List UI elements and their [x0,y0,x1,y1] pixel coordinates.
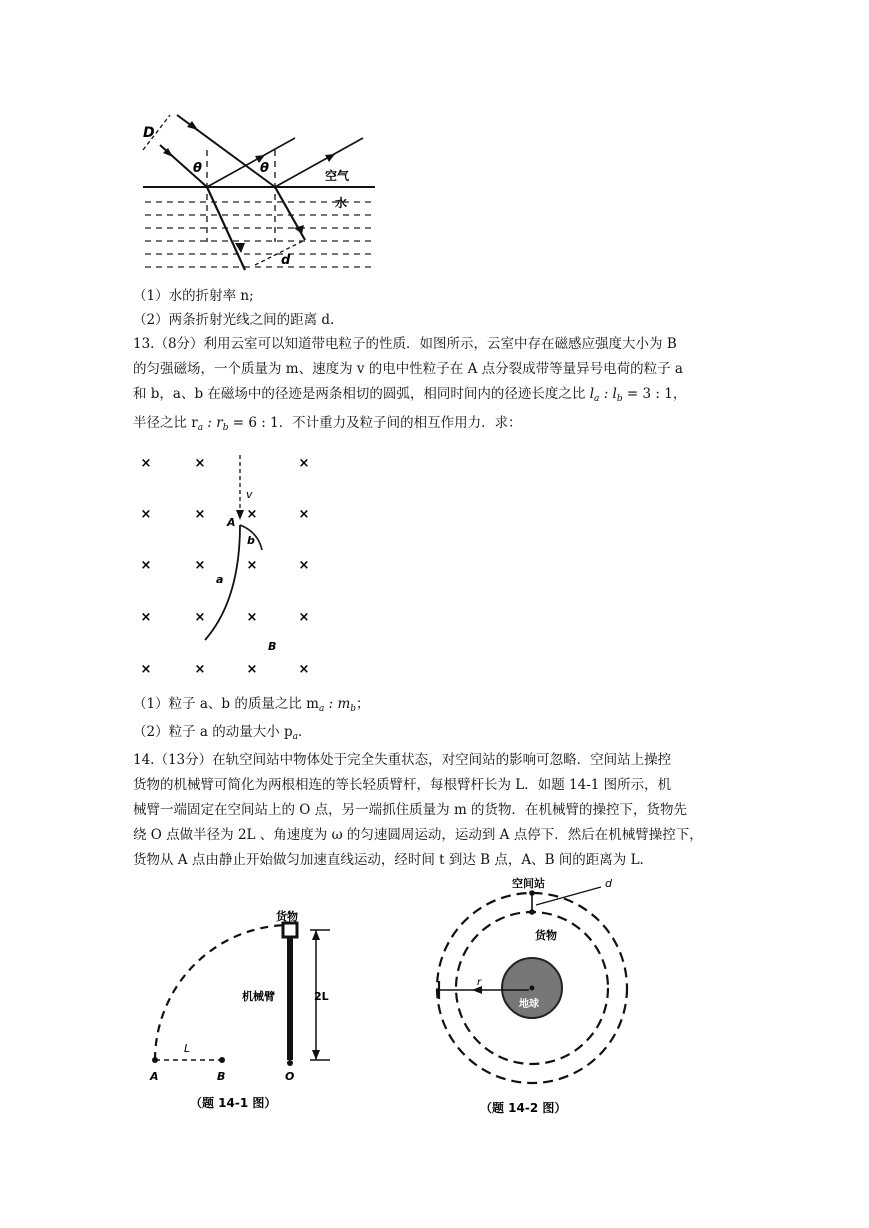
label-A: A [227,516,236,529]
label-arm: 机械臂 [242,990,275,1003]
figure-14-2 [425,875,645,1125]
label-v: v [246,488,253,501]
field-mark: × [194,558,206,573]
q14-line3: 械臂一端固定在空间站上的 O 点，另一端抓住质量为 m 的货物．在机械臂的操控下，货物先 [133,802,688,818]
label-L: L [184,1042,191,1055]
label-cargo: 货物 [276,910,298,923]
label-2L: 2L [314,990,329,1003]
q14-line2: 货物的机械臂可简化为两根相连的等长轻质臂杆，每根臂杆长为 L．如题 14-1 图所示，机 [133,777,672,793]
arrow-icon [312,930,320,940]
field-mark: × [298,662,310,677]
field-mark: × [246,558,258,573]
label-A: A [150,1070,159,1083]
label-water: 水 [335,196,348,210]
label-r: r [477,977,482,988]
field-mark: × [298,456,310,471]
label-b: b [247,534,255,547]
field-mark: × [298,610,310,625]
label-theta-2: θ [260,161,269,176]
label-D: D [143,125,155,141]
figure-caption: （题 14-1 图） [190,1096,277,1110]
field-mark: × [140,662,152,677]
q12-part1: （1）水的折射率 n; [133,288,254,304]
arrow-icon [294,225,304,234]
label-theta-1: θ [193,161,202,176]
field-mark: × [140,558,152,573]
field-mark: × [194,662,206,677]
field-mark: × [246,610,258,625]
field-mark: × [246,507,258,522]
label-earth: 地球 [519,999,539,1010]
field-mark: × [194,610,206,625]
arrow-icon [312,1050,320,1060]
label-air: 空气 [325,169,350,183]
cargo-box [283,923,297,937]
field-mark: × [246,662,258,677]
q14-line5: 货物从 A 点由静止开始做匀加速直线运动，经时间 t 到达 B 点，A、B 间的距离为 L. [133,852,644,868]
water-hatching [145,202,373,267]
field-marks [141,456,310,677]
q13-part2: （2）粒子 a 的动量大小 $p_a$． [133,724,312,742]
reflected-ray-2 [275,138,363,187]
refraction-figure [135,110,385,275]
label-d: d [605,877,612,890]
label-cargo: 货物 [535,929,557,942]
cloud-chamber-figure [130,450,330,680]
reflected-ray-1 [207,138,295,187]
q14-line4: 绕 O 点做半径为 2L 、角速度为 ω 的匀速圆周运动，运动到 A 点停下．然后在机械臂操控下， [133,827,703,843]
q13-part1: （1）粒子 a、b 的质量之比 $m_a$ : $m_b$； [133,696,370,714]
field-mark: × [194,456,206,471]
label-B: B [268,640,277,653]
label-station: 空间站 [512,877,545,890]
q13-line3: 和 b，a、b 在磁场中的径迹是两条相切的圆弧，相同时间内的径迹长度之比 $l_a$ : $l_b = 3$ : 1， [133,386,687,404]
q12-part2: （2）两条折射光线之间的距离 d. [133,312,335,328]
q13-line2: 的匀强磁场，一个质量为 m、速度为 v 的电中性粒子在 A 点分裂成带等量异号电荷的粒子 a [133,361,683,377]
label-B: B [217,1070,226,1083]
label-O: O [285,1070,295,1083]
field-mark: × [298,558,310,573]
label-a: a [216,573,224,586]
arrow-icon [236,510,244,520]
field-mark: × [140,610,152,625]
label-d: d [281,253,291,268]
q13-line1: 13.（8分）利用云室可以知道带电粒子的性质．如图所示，云室中存在磁感应强度大小为 B [133,336,677,352]
field-mark: × [194,507,206,522]
field-mark: × [140,507,152,522]
field-mark: × [298,507,310,522]
q13-line4: 半径之比 $r_a$ : $r_b = 6$ : 1．不计重力及粒子间的相互作用力．求： [133,415,522,433]
q14-line1: 14.（13分）在轨空间站中物体处于完全失重状态，对空间站的影响可忽略．空间站上操控 [133,752,672,768]
figure-caption: （题 14-2 图） [480,1101,567,1115]
figure-14-1 [140,900,360,1120]
field-mark: × [140,456,152,471]
